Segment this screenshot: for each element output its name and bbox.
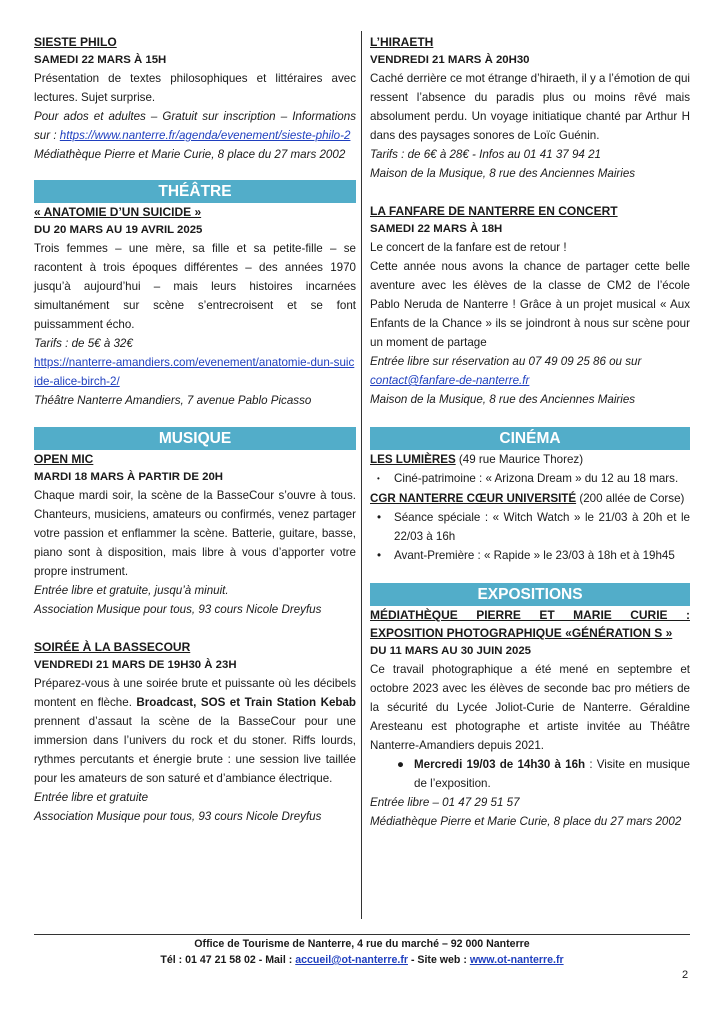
event-description: Cette année nous avons la chance de partager cette belle aventure avec les élèves de la classe de CM2 de l’école Pablo Neruda de Nanterre ! Grâce à un projet musical « Aux Enfants de la Chance » ils se joindront à nous sur scène pour un moment de partage [370, 260, 690, 349]
bands: Broadcast, SOS et Train Station Kebab [136, 696, 357, 709]
list-item [377, 469, 690, 488]
event-description: Le concert de la fanfare est de retour ! [370, 241, 567, 254]
event-place: Médiathèque Pierre et Marie Curie, 8 place du 27 mars 2002 [34, 148, 346, 161]
section-header-musique: MUSIQUE [34, 427, 356, 450]
event-fanfare [370, 202, 690, 409]
event-entry: Entrée libre sur réservation au 07 49 09 25 86 ou sur [370, 355, 642, 368]
cinema-address: (200 allée de Corse) [576, 492, 685, 505]
event-link[interactable]: https://www.nanterre.fr/agenda/evenement/sieste-philo-2 [59, 129, 351, 142]
event-title: OPEN MIC [34, 452, 94, 466]
event-date: VENDREDI 21 MARS À 20H30 [370, 54, 530, 66]
bullet-icon: • [377, 511, 382, 524]
event-exposition [370, 606, 690, 831]
event-description: Présentation de textes philosophiques et littéraires avec lectures. Sujet surprise. [34, 72, 356, 104]
footer-contact [34, 952, 690, 968]
footer-divider [34, 934, 690, 935]
event-place: Association Musique pour tous, 93 cours Nicole Dreyfus [34, 810, 322, 823]
footer-web-label: - Site web : [408, 954, 470, 966]
bullet-icon: • [377, 474, 380, 483]
event-date: MARDI 18 MARS À PARTIR DE 20H [34, 471, 224, 483]
event-description: Trois femmes – une mère, sa fille et sa petite-fille – se racontent à trois époques différentes – des années 1970 jusqu’à aujourd’hui – mais leurs histoires incarnées simultanément sur scène s’entrecroisent et se font puissamment écho. [34, 242, 356, 331]
event-date: SAMEDI 22 MARS À 18H [370, 223, 503, 235]
column-divider [361, 31, 362, 919]
event-soiree-bassecour [34, 638, 356, 826]
event-title: « ANATOMIE D’UN SUICIDE » [34, 205, 202, 219]
event-subtitle: EXPOSITION PHOTOGRAPHIQUE «GÉNÉRATION S » [370, 626, 673, 640]
list-item [397, 755, 690, 793]
page-number: 2 [682, 969, 689, 981]
event-title: L’HIRAETH [370, 35, 434, 49]
event-place: Médiathèque Pierre et Marie Curie, 8 place du 27 mars 2002 [370, 815, 682, 828]
event-link[interactable]: https://nanterre-amandiers.com/evenement/anatomie-dun-suicide-alice-birch-2/ [34, 356, 355, 388]
event-title: SOIRÉE À LA BASSECOUR [34, 640, 191, 654]
section-header-theatre: THÉÂTRE [34, 180, 356, 203]
event-anatomie [34, 203, 356, 410]
cinema-lumieres [370, 450, 690, 488]
right-column [370, 33, 690, 831]
event-title: SIESTE PHILO [34, 35, 117, 49]
event-email-link[interactable]: contact@fanfare-de-nanterre.fr [370, 374, 530, 387]
visit-date: Mercredi 19/03 de 14h30 à 16h [414, 758, 586, 771]
event-info [34, 107, 356, 145]
cinema-title: CGR NANTERRE CŒUR UNIVERSITÉ [370, 492, 577, 505]
event-date: SAMEDI 22 MARS À 15H [34, 54, 167, 66]
event-title: LA FANFARE DE NANTERRE EN CONCERT [370, 204, 618, 218]
desc-part: Préparez-vous à une soirée brute et puissante où les décibels montent en flèche. [34, 677, 356, 709]
visit-list [370, 755, 690, 793]
event-title: MÉDIATHÈQUE PIERRE ET MARIE CURIE : [370, 608, 690, 622]
list-item-text: Séance spéciale : « Witch Watch » le 21/03 à 20h et le 22/03 à 16h [394, 511, 690, 543]
event-place: Théâtre Nanterre Amandiers, 7 avenue Pablo Picasso [34, 394, 312, 407]
cinema-address: (49 rue Maurice Thorez) [455, 453, 584, 466]
section-header-cinema: CINÉMA [370, 427, 690, 450]
bullet-icon: • [377, 549, 382, 562]
event-date: DU 11 MARS AU 30 JUIN 2025 [370, 645, 532, 657]
event-description [34, 674, 356, 788]
footer-mail-link[interactable]: accueil@ot-nanterre.fr [295, 954, 408, 966]
event-description: Chaque mardi soir, la scène de la BasseCour s’ouvre à tous. Chanteurs, musiciens, amateurs ou confirmés, venez partager votre passion et enflammer la scène. Batterie, guitare, basse, piano sont à disposition, mais libre à vous d’apporter votre propre instrument. [34, 489, 356, 578]
list-item-text: Avant-Première : « Rapide » le 23/03 à 18h et à 19h45 [394, 549, 675, 562]
footer-tel: Tél : 01 47 21 58 02 - Mail : [160, 954, 296, 966]
cinema-title: LES LUMIÈRES [370, 453, 456, 466]
event-entry: Entrée libre et gratuite [34, 791, 149, 804]
info-text: Pour ados et adultes – Gratuit sur inscription – Informations sur : [34, 110, 356, 142]
event-entry: Entrée libre – 01 47 29 51 57 [370, 796, 520, 809]
event-sieste-philo [34, 33, 356, 164]
list-item [377, 508, 690, 546]
event-open-mic [34, 450, 356, 619]
event-date: VENDREDI 21 MARS DE 19H30 À 23H [34, 659, 237, 671]
event-tarifs: Tarifs : de 5€ à 32€ [34, 337, 133, 350]
event-hiraeth [370, 33, 690, 183]
event-entry: Entrée libre et gratuite, jusqu’à minuit. [34, 584, 229, 597]
footer-address: Office de Tourisme de Nanterre, 4 rue du marché – 92 000 Nanterre [194, 938, 530, 950]
event-tarifs: Tarifs : de 6€ à 28€ - Infos au 01 41 37 94 21 [370, 148, 601, 161]
cinema-name [370, 489, 690, 508]
bullet-icon: ● [397, 758, 405, 771]
event-date: DU 20 MARS AU 19 AVRIL 2025 [34, 224, 203, 236]
cinema-cgr [370, 489, 690, 565]
event-place: Maison de la Musique, 8 rue des Anciennes Mairies [370, 167, 636, 180]
desc-part: prennent d’assaut la scène de la BasseCour pour une immersion dans l’univers du rock et du stoner. Riffs lourds, rythmes percutants et énergie brute : une session live taillée pour les amateurs de son saturé et d’ambiance électrique. [34, 715, 356, 785]
list-item [377, 546, 690, 565]
event-description: Ce travail photographique a été mené en septembre et octobre 2023 avec les élèves de seconde bac pro métiers de la sécurité du Lycée Joliot-Curie de Nanterre. Géraldine Aresteanu est photographe et artiste invitée au Théâtre Nanterre-Amandiers depuis 2021. [370, 663, 690, 752]
left-column [34, 33, 356, 826]
event-place: Association Musique pour tous, 93 cours Nicole Dreyfus [34, 603, 322, 616]
list-item-text: Ciné-patrimoine : « Arizona Dream » du 12 au 18 mars. [394, 472, 679, 485]
cinema-list [370, 508, 690, 565]
cinema-list [370, 469, 690, 488]
visit-text: : Visite en musique de l’exposition. [414, 758, 690, 790]
footer-web-link[interactable]: www.ot-nanterre.fr [469, 954, 564, 966]
event-description: Caché derrière ce mot étrange d’hiraeth, il y a l’émotion de qui ressent l’absence du paradis plus ou moins rêvé mais absolument perdu. Un voyage initiatique chanté par Arthur H dans des paysages sonores de Loïc Guénin. [370, 72, 690, 142]
cinema-name [370, 450, 690, 469]
section-header-expositions: EXPOSITIONS [370, 583, 690, 606]
event-place: Maison de la Musique, 8 rue des Anciennes Mairies [370, 393, 636, 406]
